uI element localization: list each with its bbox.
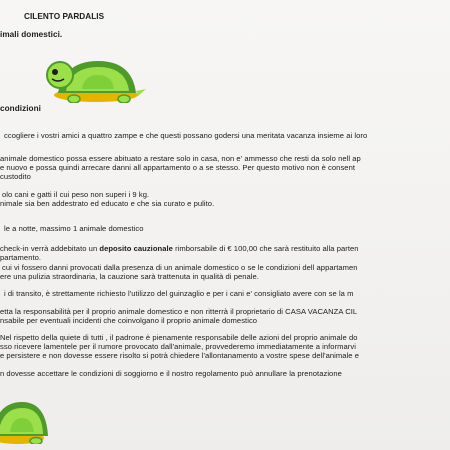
rule-line: Nel rispetto della quiete di tutti , il padrone è pienamente responsabile delle azioni del proprio animale do xyxy=(0,333,358,342)
rule-line: n dovesse accettare le condizioni di soggiorno e il nostro regolamento può annullare la prenotazione xyxy=(0,369,342,378)
rule-line: olo cani e gatti il cui peso non superi i 9 kg. xyxy=(2,190,150,199)
deposit-text-start: check-in verrà addebitato un xyxy=(0,244,100,253)
section-heading: condizioni xyxy=(0,104,41,113)
turtle-icon xyxy=(40,55,150,103)
rule-line: custodito xyxy=(0,172,31,181)
rule-line: ere una pulizia straordinaria, la cauzione sarà trattenuta in qualità di penale. xyxy=(0,272,259,281)
rule-line xyxy=(0,244,359,253)
rule-line: cui vi fossero danni provocati dalla presenza di un animale domestico o se le condizioni dell appartamen xyxy=(2,263,358,272)
rule-line: animale domestico possa essere abituato a restare solo in casa, non e' ammesso che resti da solo nell ap xyxy=(0,154,361,163)
rule-line: etta la responsabilità per il proprio animale domestico e non ritterrà il proprietario di CASA VACANZA CIL xyxy=(0,307,358,316)
deposit-highlight: deposito cauzionale xyxy=(99,244,173,253)
rule-line: le a notte, massimo 1 animale domestico xyxy=(4,224,144,233)
rule-line: e persistere e non dovesse essere risolto si potrà chiedere l'allontanamento a vostre spese dell'animale e xyxy=(0,351,359,360)
document-subtitle: imali domestici. xyxy=(0,30,63,39)
rule-line: ccogliere i vostri amici a quattro zampe e che questi possano godersi una meritata vacanza insieme ai loro xyxy=(4,131,368,140)
rule-line: sso ricevere lamentele per il rumore provocato dall'animale, provvederemo immediatamente a informarvi xyxy=(0,342,356,351)
rule-line: nimale sia ben addestrato ed educato e che sia curato e pulito. xyxy=(0,199,215,208)
rule-line: partamento. xyxy=(0,253,42,262)
turtle-icon xyxy=(0,396,56,444)
deposit-text-end: rimborsabile di € 100,00 che sarà restituito alla parten xyxy=(172,244,359,253)
rule-line: e nuovo e possa quindi arrecare danni all appartamento o a se stesso. Per questo motivo non è consent xyxy=(0,163,356,172)
document-title: CILENTO PARDALIS xyxy=(24,12,105,21)
rule-line: nsabile per eventuali incidenti che coinvolgano il proprio animale domestico xyxy=(0,316,258,325)
rule-line: i di transito, è strettamente richiesto l'utilizzo del guinzaglio e per i cani e' consigliato avere con se la m xyxy=(4,289,354,298)
